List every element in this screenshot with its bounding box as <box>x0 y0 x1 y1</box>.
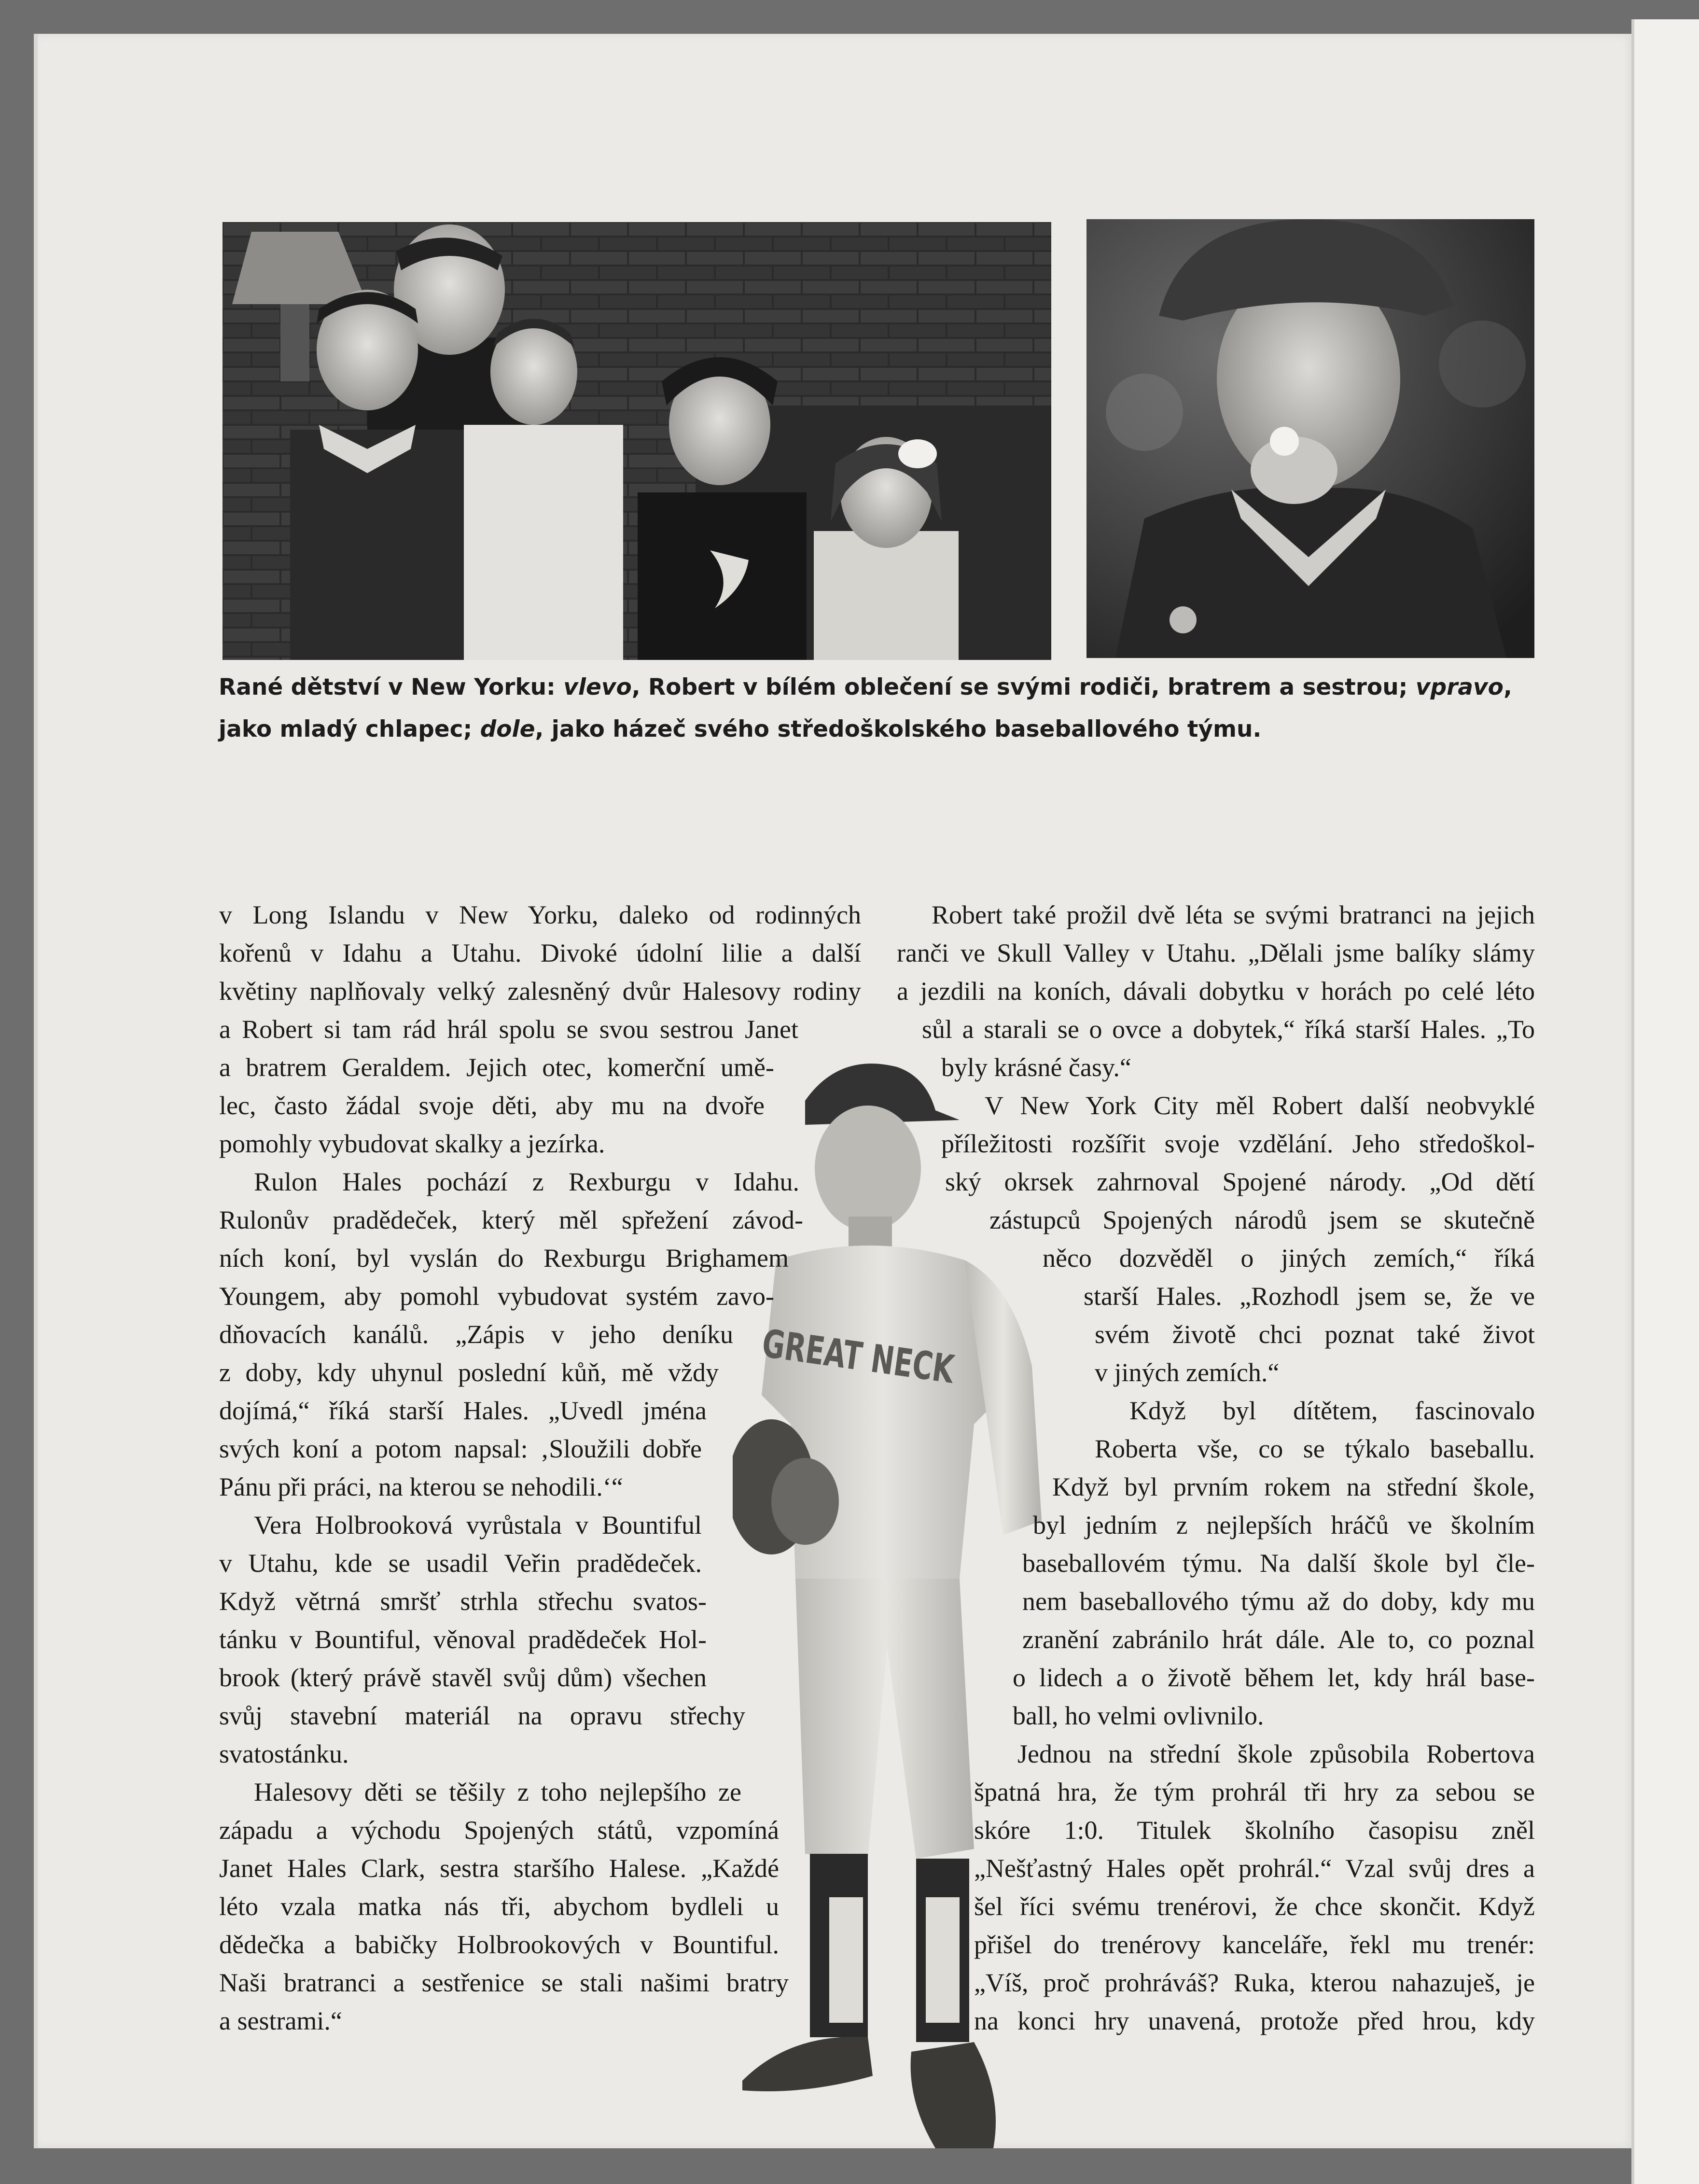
text-line: tánku v Bountiful, věnoval pradědeček Hol- <box>219 1625 707 1654</box>
text-line: šel říci svému trenérovi, že chce skončit. Když <box>974 1892 1535 1921</box>
caption-left-desc: , Robert v bílém oblečení se svými rodiči, bratrem a sestrou; <box>631 674 1416 700</box>
family-photo-image <box>223 222 1051 660</box>
right-paragraph-3 <box>897 1392 1535 1735</box>
text-line: lec, často žádal svoje děti, aby mu na dvoře <box>219 1091 765 1120</box>
text-line: ball, ho velmi ovlivnilo. <box>1013 1701 1264 1730</box>
text-line: sůl a starali se o ovce a dobytek,“ říká starší Hales. „To <box>922 1015 1535 1044</box>
boy-portrait-image <box>1086 219 1534 658</box>
photo-caption <box>219 666 1536 750</box>
family-photo <box>223 222 1051 660</box>
text-line: o lidech a o životě během let, kdy hrál base- <box>1013 1663 1535 1692</box>
text-line: brook (který právě stavěl svůj dům) všechen <box>219 1663 707 1692</box>
text-line: ních koní, byl vyslán do Rexburgu Brighamem <box>219 1244 789 1273</box>
book-page <box>34 34 1635 2148</box>
text-line: Pánu při práci, na kterou se nehodili.‘“ <box>219 1472 623 1501</box>
text-line: něco dozvěděl o jiných zemích,“ říká <box>1043 1244 1535 1273</box>
text-line: Jednou na střední škole způsobila Robertova <box>1017 1739 1535 1768</box>
text-line: kořenů v Idahu a Utahu. Divoké údolní lilie a další <box>219 938 861 967</box>
text-line: byl jedním z nejlepších hráčů ve školním <box>1033 1511 1535 1540</box>
text-line: ranči ve Skull Valley v Utahu. „Dělali jsme balíky slámy <box>897 938 1535 967</box>
left-paragraph-2-cont <box>219 1201 861 1506</box>
text-line: v jiných zemích.“ <box>1095 1358 1280 1387</box>
text-line: dojímá,“ říká starší Hales. „Uvedl jména <box>219 1396 707 1425</box>
text-line: a sestrami.“ <box>219 2006 342 2035</box>
caption-left-label: vlevo <box>563 674 632 700</box>
text-line: ský okrsek zahrnoval Spojené národy. „Od dětí <box>945 1167 1535 1196</box>
text-line: příležitosti rozšířit svoje vzdělání. Jeho středoškol- <box>941 1129 1535 1158</box>
right-paragraph-4 <box>897 1735 1535 2040</box>
jersey-lettering: GREAT NECK <box>759 1320 1035 1403</box>
left-text-column <box>219 896 861 2040</box>
text-line: pomohly vybudovat skalky a jezírka. <box>219 1129 605 1158</box>
text-line: dňovacích kanálů. „Zápis v jeho deníku <box>219 1320 733 1349</box>
text-line: svých koní a potom napsal: ‚Sloužili dobře <box>219 1434 702 1463</box>
text-line: Robert také prožil dvě léta se svými bratranci na jejich <box>932 900 1535 929</box>
text-line: Když byl dítětem, fascinovalo <box>1129 1396 1535 1425</box>
text-line: přišel do trenérovy kanceláře, řekl mu trenér: <box>974 1930 1535 1959</box>
right-text-column <box>897 896 1535 2040</box>
left-paragraph-3 <box>219 1506 861 1544</box>
text-line: svatostánku. <box>219 1739 349 1768</box>
text-line: květiny naplňovaly velký zalesněný dvůr Halesovy rodiny <box>219 977 861 1006</box>
text-line: svůj stavební materiál na opravu střechy <box>219 1701 745 1730</box>
caption-intro: Rané dětství v New Yorku: <box>219 674 564 700</box>
text-line: baseballovém týmu. Na další škole byl čle- <box>1022 1549 1535 1578</box>
text-line: Rulonův pradědeček, který měl spřežení závod- <box>219 1205 803 1234</box>
text-line: V New York City měl Robert další neobvyklé <box>985 1091 1535 1120</box>
facing-page-edge <box>1631 19 1699 2184</box>
text-line: Rulon Hales pochází z Rexburgu v Idahu. <box>254 1167 799 1196</box>
right-paragraph-1 <box>897 896 1535 1087</box>
text-line: na konci hry unavená, protože před hrou, kdy <box>974 2006 1535 2035</box>
caption-right-desc: , jako mladý chlapec; <box>219 674 1512 742</box>
text-line: skóre 1:0. Titulek školního časopisu zněl <box>974 1816 1535 1845</box>
text-line: léto vzala matka nás tři, abychom bydleli u <box>219 1892 779 1921</box>
text-line: zranění zabránilo hrát dále. Ale to, co poznal <box>1022 1625 1535 1654</box>
left-paragraph-4-cont <box>219 1811 861 2040</box>
text-line: zástupců Spojených národů jsem se skutečně <box>989 1205 1535 1234</box>
text-line: a Robert si tam rád hrál spolu se svou sestrou Janet <box>219 1015 798 1044</box>
text-line: svém životě chci poznat také život <box>1095 1320 1535 1349</box>
text-line: dědečka a babičky Holbrookových v Bountiful. <box>219 1930 779 1959</box>
text-line: v Long Islandu v New Yorku, daleko od rodinných <box>219 900 861 929</box>
text-line: Youngem, aby pomohl vybudovat systém zavo- <box>219 1282 774 1311</box>
text-line: Halesovy děti se těšily z toho nejlepšího ze <box>254 1778 741 1806</box>
text-line: nem baseballového týmu až do doby, kdy mu <box>1022 1587 1535 1616</box>
boy-portrait-photo <box>1086 219 1534 658</box>
text-line: Roberta vše, co se týkalo baseballu. <box>1095 1434 1535 1463</box>
right-paragraph-2 <box>897 1087 1535 1392</box>
text-line: v Utahu, kde se usadil Veřin pradědeček. <box>219 1549 702 1578</box>
text-line: „Nešťastný Hales opět prohrál.“ Vzal svůj dres a <box>974 1854 1535 1883</box>
left-paragraph-1 <box>219 896 861 1163</box>
text-line: špatná hra, že tým prohrál tři hry za sebou se <box>974 1778 1535 1806</box>
text-line: byly krásné časy.“ <box>941 1053 1131 1082</box>
text-line: „Víš, proč prohráváš? Ruka, kterou nahazuješ, je <box>974 1968 1535 1997</box>
text-line: Janet Hales Clark, sestra staršího Halese. „Každé <box>219 1854 779 1883</box>
text-line: Naši bratranci a sestřenice se stali našimi bratry <box>219 1968 789 1997</box>
text-line: a jezdili na koních, dávali dobytku v horách po celé léto <box>897 977 1535 1006</box>
caption-right-label: vpravo <box>1415 674 1504 700</box>
left-paragraph-3-cont <box>219 1544 861 1773</box>
text-line: západu a východu Spojených států, vzpomíná <box>219 1816 779 1845</box>
left-paragraph-4 <box>219 1773 861 1811</box>
text-line: Když byl prvním rokem na střední škole, <box>1052 1472 1535 1501</box>
text-line: Vera Holbrooková vyrůstala v Bountiful <box>254 1511 702 1540</box>
text-line: z doby, kdy uhynul poslední kůň, mě vždy <box>219 1358 719 1387</box>
caption-bottom-desc: , jako házeč svého středoškolského baseballového týmu. <box>535 716 1262 742</box>
text-line: Když větrná smršť strhla střechu svatos- <box>219 1587 707 1616</box>
text-line: starší Hales. „Rozhodl jsem se, že ve <box>1084 1282 1535 1311</box>
left-paragraph-2 <box>219 1163 861 1201</box>
text-line: a bratrem Geraldem. Jejich otec, komerční umě- <box>219 1053 774 1082</box>
caption-bottom-label: dole <box>480 716 535 742</box>
